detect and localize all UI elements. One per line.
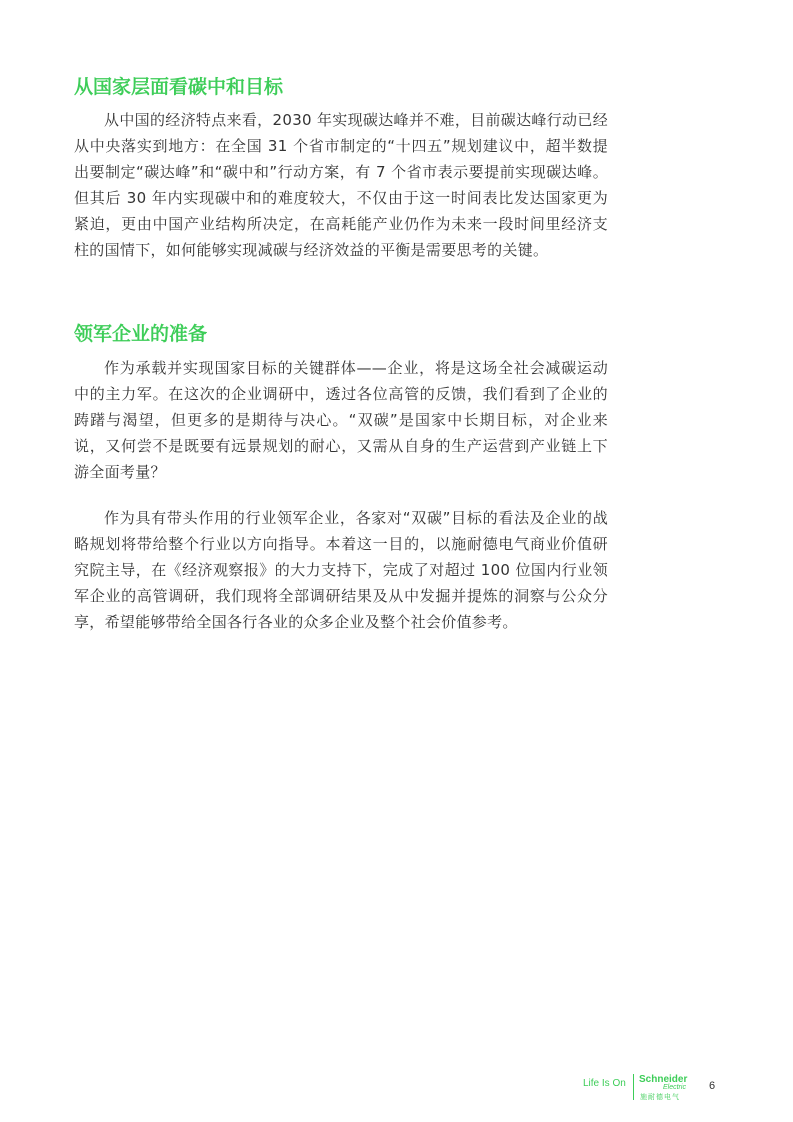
page-number: 6 bbox=[709, 1080, 716, 1092]
schneider-logo: Schneider bbox=[639, 1074, 688, 1085]
paragraph-research-purpose: 作为具有带头作用的行业领军企业，各家对“双碳”目标的看法及企业的战略规划将带给整个行业以方向指导。本着这一目的，以施耐德电气商业价值研究院主导，在《经济观察报》的大力支持下，完成了对超过 100 位国内行业领军企业的高管调研，我们现将全部调研结果及从中发掘并提炼的洞察与公众分享，希望能够带给全国各行各业的众多企业及整个社会价值参考。 bbox=[74, 509, 608, 631]
schneider-logo-sub: Electric bbox=[663, 1084, 686, 1091]
tagline: Life Is On bbox=[583, 1078, 626, 1089]
paragraph-national-goal: 从中国的经济特点来看，2030 年实现碳达峰并不难，目前碳达峰行动已经从中央落实到地方：在全国 31 个省市制定的“十四五”规划建议中，超半数提出要制定“碳达峰”和“碳中和”行动方案，有 7 个省市表示要提前实现碳达峰。但其后 30 年内实现碳中和的难度较大，不仅由于这一时间表比发达国家更为紧迫，更由中国产业结构所决定，在高耗能产业仍作为未来一段时间里经济支柱的国情下，如何能够实现减碳与经济效益的平衡是需要思考的关键。 bbox=[74, 111, 608, 259]
schneider-logo-cn: 施耐德电气 bbox=[640, 1093, 680, 1101]
section-heading-leading-enterprises: 领军企业的准备 bbox=[74, 323, 208, 345]
section-heading-national-goal: 从国家层面看碳中和目标 bbox=[74, 76, 284, 98]
footer-divider bbox=[633, 1074, 634, 1100]
paragraph-enterprise-readiness: 作为承载并实现国家目标的关键群体——企业，将是这场全社会减碳运动中的主力军。在这次的企业调研中，透过各位高管的反馈，我们看到了企业的踌躇与渴望，但更多的是期待与决心。“双碳”是国家中长期目标，对企业来说，又何尝不是既要有远景规划的耐心，又需从自身的生产运营到产业链上下游全面考量？ bbox=[74, 359, 608, 481]
